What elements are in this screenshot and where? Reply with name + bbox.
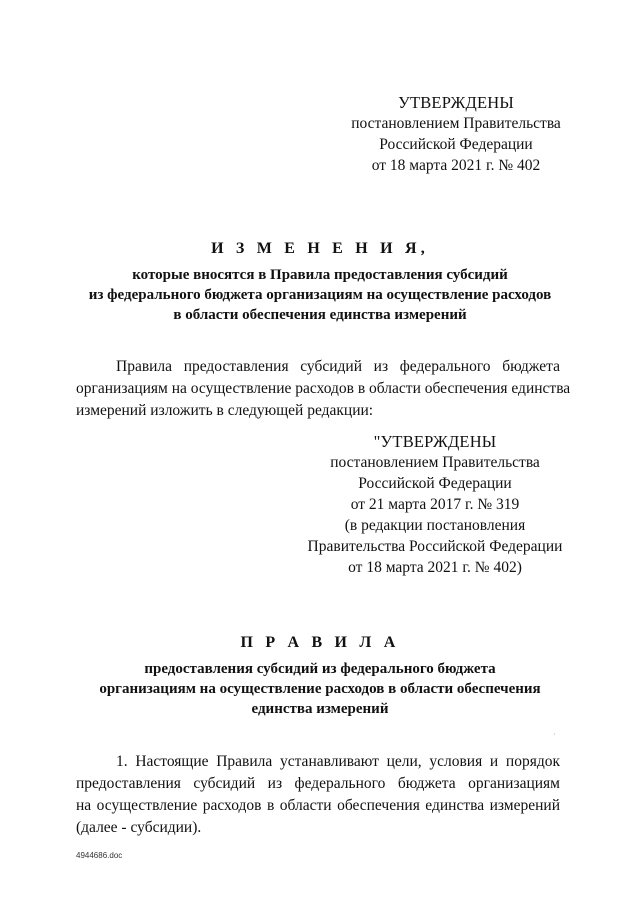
rules-title: П Р А В И Л А xyxy=(240,634,400,651)
approval-heading: УТВЕРЖДЕНЫ xyxy=(398,93,514,112)
approval-stamp-top xyxy=(338,92,574,176)
paragraph-line: на осуществление расходов в области обеспечения единства измерений xyxy=(76,797,560,814)
stray-mark: · xyxy=(553,730,556,739)
changes-subtitle-line: в области обеспечения единства измерений xyxy=(173,307,467,323)
rules-subtitle xyxy=(60,659,580,719)
approval-heading: "УТВЕРЖДЕНЫ xyxy=(373,432,497,451)
approval-line-2: Российской Федерации xyxy=(358,475,512,492)
approval-line-4: (в редакции постановления xyxy=(344,517,526,534)
rules-subtitle-line: предоставления субсидий из федерального бюджета xyxy=(144,661,496,677)
changes-subtitle-line: которые вносятся в Правила предоставления субсидий xyxy=(132,267,508,283)
intro-paragraph xyxy=(76,356,571,422)
rules-subtitle-line: единства измерений xyxy=(251,701,389,717)
approval-line-1: постановлением Правительства xyxy=(330,454,540,471)
paragraph-line: измерений изложить в следующей редакции: xyxy=(76,402,374,419)
rules-subtitle-line: организациям на осуществление расходов в области обеспечения xyxy=(99,681,541,697)
approval-line-2: Российской Федерации xyxy=(379,136,533,153)
changes-subtitle-line: из федерального бюджета организациям на осуществление расходов xyxy=(88,287,552,303)
paragraph-line: 1. Настоящие Правила устанавливают цели, условия и порядок xyxy=(116,753,560,770)
changes-title: И З М Е Н Е Н И Я, xyxy=(211,240,429,257)
paragraph-line: Правила предоставления субсидий из федерального бюджета xyxy=(116,358,560,375)
clause-1-paragraph xyxy=(76,751,560,839)
paragraph-line: предоставления субсидий из федерального бюджета организациям xyxy=(76,775,560,792)
changes-subtitle xyxy=(60,265,580,325)
approval-stamp-inner xyxy=(302,431,568,578)
approval-line-5: Правительства Российской Федерации xyxy=(307,538,563,555)
approval-line-6: от 18 марта 2021 г. № 402) xyxy=(348,559,522,576)
approval-line-1: постановлением Правительства xyxy=(351,115,561,132)
paragraph-line: (далее - субсидии). xyxy=(76,819,202,836)
paragraph-line: организациям на осуществление расходов в области обеспечения единства xyxy=(76,380,571,397)
approval-line-3: от 21 марта 2017 г. № 319 xyxy=(350,496,520,513)
footer-doc-code: 4944686.doc xyxy=(76,851,123,860)
approval-line-3: от 18 марта 2021 г. № 402 xyxy=(371,157,541,174)
